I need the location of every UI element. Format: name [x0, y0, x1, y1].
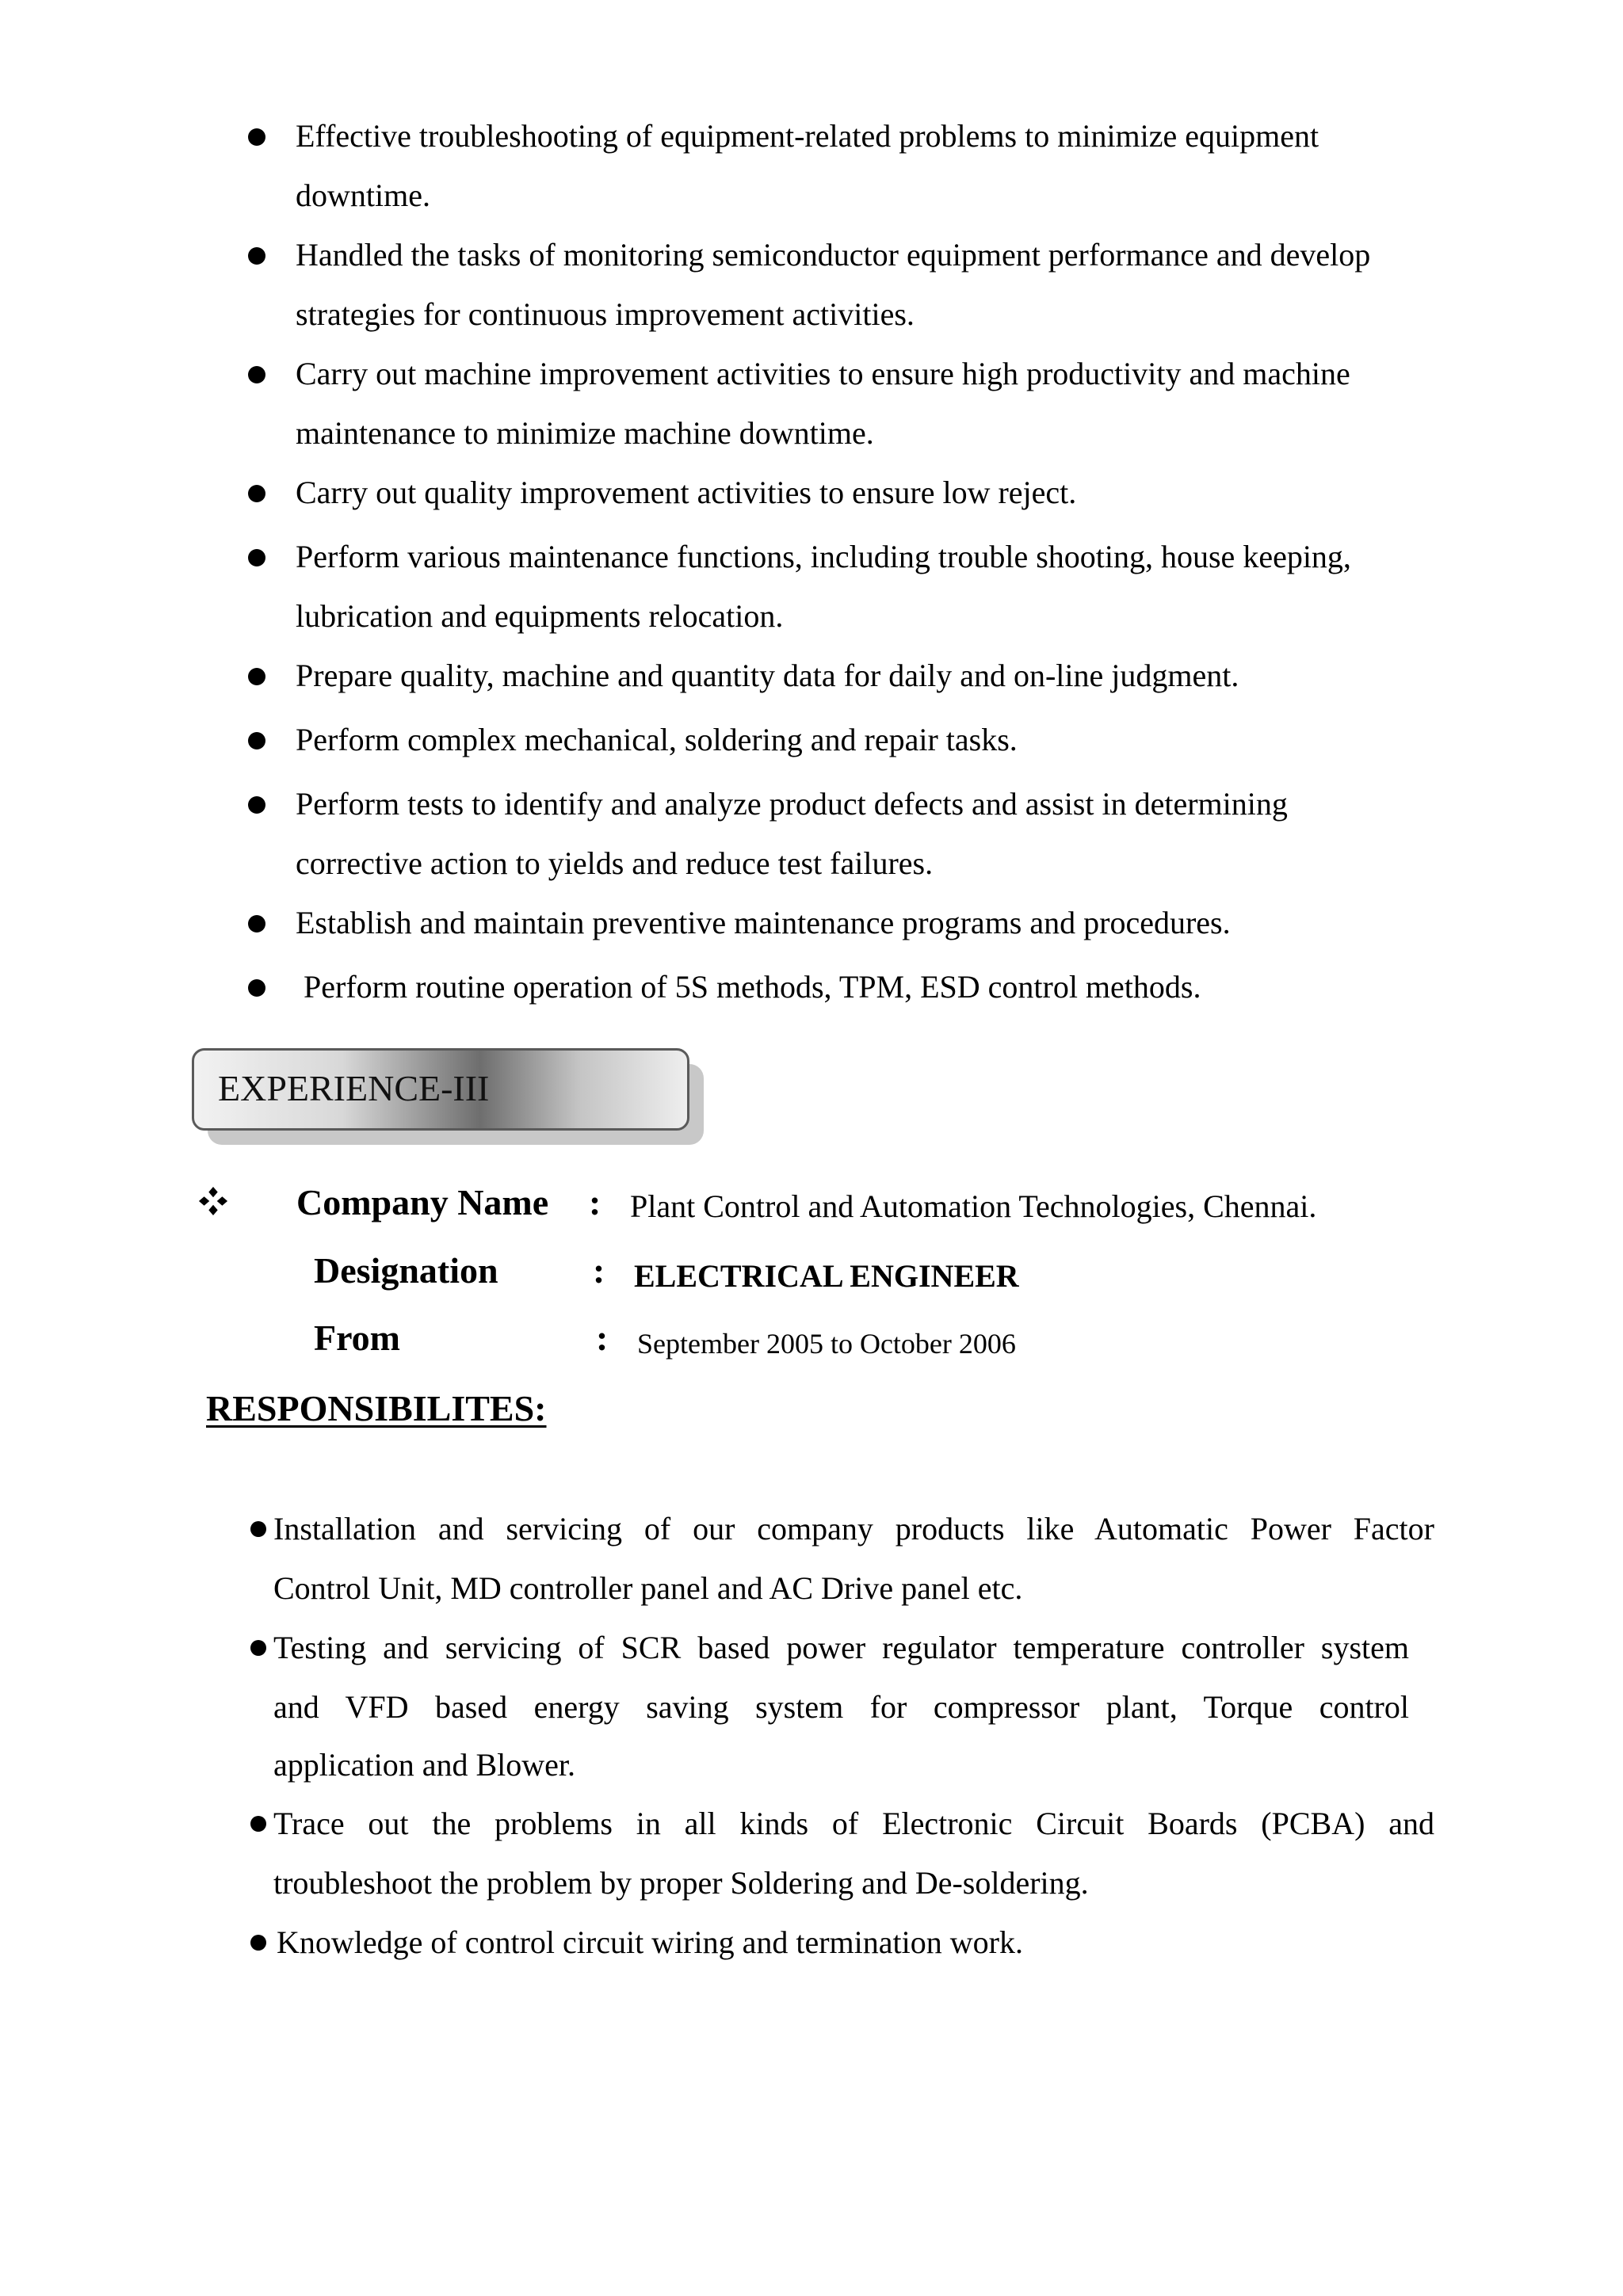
list-item-line: application and Blower.: [273, 1747, 576, 1783]
bullet-icon: [248, 549, 265, 566]
list-item-line: Perform various maintenance functions, including trouble shooting, house keeping,: [296, 539, 1351, 574]
list-item-line: and VFD based energy saving system for compressor plant, Torque control: [273, 1689, 1409, 1725]
list-item-line: lubrication and equipments relocation.: [296, 598, 784, 634]
list-item-line: strategies for continuous improvement activities.: [296, 296, 915, 332]
designation-label: Designation: [314, 1250, 498, 1291]
list-item-line: Testing and servicing of SCR based power regulator temperature controller system: [273, 1630, 1409, 1665]
list-item-line: Perform routine operation of 5S methods, TPM, ESD control methods.: [296, 969, 1201, 1005]
bullet-icon: [248, 796, 265, 814]
bullet-icon: [248, 128, 265, 146]
list-item-line: Handled the tasks of monitoring semiconductor equipment performance and develop: [296, 237, 1371, 273]
list-item-line: Knowledge of control circuit wiring and termination work.: [277, 1924, 1023, 1960]
bullet-icon: [250, 1935, 266, 1951]
from-label: From: [314, 1318, 401, 1358]
separator: :: [593, 1250, 605, 1291]
list-item-line: Carry out machine improvement activities to ensure high productivity and machine: [296, 356, 1350, 391]
company-name-value: Plant Control and Automation Technologies, Chennai.: [630, 1188, 1317, 1224]
bullet-icon: [248, 668, 265, 685]
header-box: [192, 1048, 689, 1131]
list-item-line: downtime.: [296, 177, 430, 213]
bullet-icon: [248, 979, 265, 997]
list-item-line: Establish and maintain preventive maintenance programs and procedures.: [296, 905, 1231, 940]
responsibilities-heading: RESPONSIBILITES:: [206, 1388, 547, 1428]
list-item-line: Prepare quality, machine and quantity data for daily and on-line judgment.: [296, 658, 1239, 693]
bullet-icon: [250, 1521, 266, 1537]
separator: :: [589, 1182, 601, 1222]
list-item-line: Effective troubleshooting of equipment-related problems to minimize equipment: [296, 118, 1319, 154]
bullet-icon: [248, 485, 265, 502]
list-item-line: Control Unit, MD controller panel and AC Drive panel etc.: [273, 1570, 1023, 1606]
bullet-icon: [250, 1816, 266, 1832]
list-item-line: Carry out quality improvement activities to ensure low reject.: [296, 475, 1077, 510]
list-item-line: Perform complex mechanical, soldering and repair tasks.: [296, 722, 1018, 757]
experience-section-header: [192, 1048, 704, 1145]
list-item-line: troubleshoot the problem by proper Soldering and De-soldering.: [273, 1865, 1089, 1901]
list-item-line: corrective action to yields and reduce test failures.: [296, 845, 934, 881]
from-value: September 2005 to October 2006: [637, 1328, 1016, 1360]
list-item-line: Installation and servicing of our company products like Automatic Power Factor: [273, 1511, 1434, 1547]
list-item-line: Trace out the problems in all kinds of Electronic Circuit Boards (PCBA) and: [273, 1806, 1434, 1841]
bullet-icon: [248, 732, 265, 749]
designation-value: ELECTRICAL ENGINEER: [634, 1258, 1019, 1294]
company-name-label: Company Name: [296, 1182, 549, 1222]
bullet-icon: [248, 366, 265, 383]
list-item-line: Perform tests to identify and analyze product defects and assist in determining: [296, 786, 1288, 822]
section-title: EXPERIENCE-III: [218, 1068, 490, 1108]
separator: :: [596, 1318, 609, 1358]
four-diamond-icon: [198, 1186, 228, 1216]
bullet-icon: [248, 915, 265, 933]
bullet-icon: [248, 247, 265, 265]
bullet-icon: [250, 1640, 266, 1656]
list-item-line: maintenance to minimize machine downtime.: [296, 415, 874, 451]
